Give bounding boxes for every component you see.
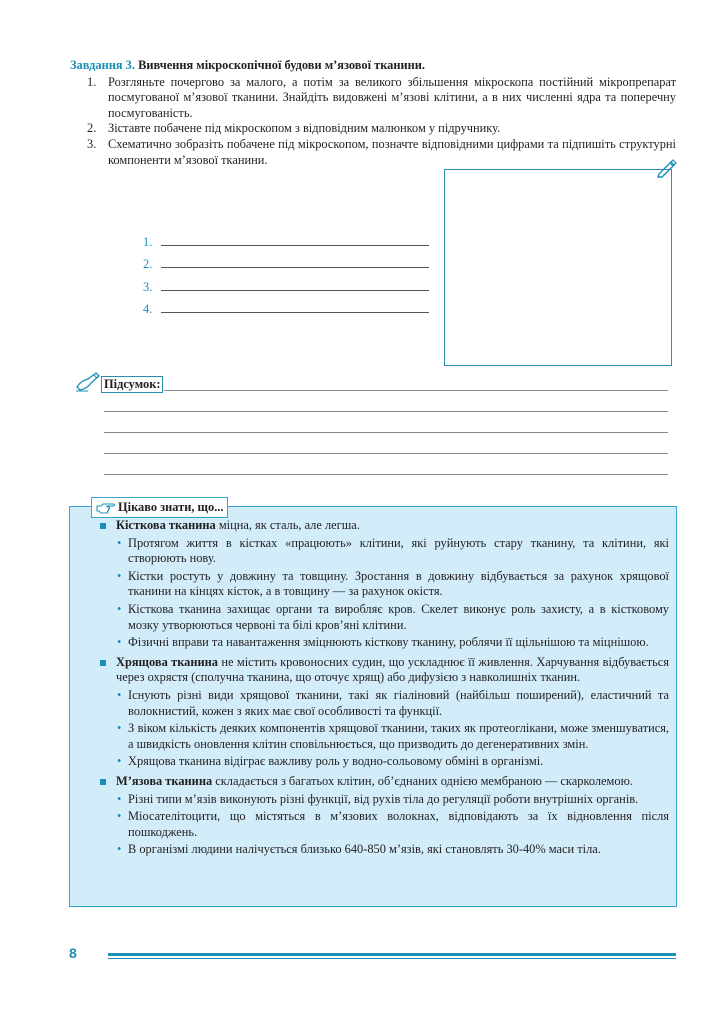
label-line[interactable]: [143, 254, 433, 276]
bullet-text: Кістки ростуть у довжину та товщину. Зростання в довжину відбувається за рахунок хрящової тканини на кінцях кісток, а в товщину — за рахунок окістя.: [128, 568, 669, 599]
label-line[interactable]: [143, 299, 433, 321]
step-number: 2.: [87, 121, 97, 136]
fact-topic: [92, 655, 669, 770]
bullet-text: Існують різні види хрящової тканини, такі як гіаліновий (найбільш поширений), еластичний та волокнистий, кожен з яких має свої особливості та функції.: [128, 687, 669, 718]
fact-bullet: • Міосателітоцити, що містяться в м’язових волокнах, відповідають за їх відновлення після пошкоджень.: [117, 809, 669, 839]
square-bullet: [100, 523, 106, 529]
page-number: 8: [69, 945, 77, 961]
facts-title: Цікаво знати, що...: [118, 500, 224, 514]
fact-bullet: • Протягом життя в кістках «працюють» клітини, які руйнують стару тканину, та клітини, які створюють нову.: [117, 535, 669, 566]
topic-term: Кісткова тканина: [116, 518, 216, 532]
pointing-hand-icon: [96, 502, 116, 514]
writing-hand-icon: [74, 370, 102, 392]
summary-line[interactable]: [104, 411, 668, 412]
fact-bullet: • Існують різні види хрящової тканини, такі як гіаліновий (найбільш поширений), еластичний та волокнистий, кожен з яких має свої особливості та функції.: [117, 687, 669, 718]
task-label: Завдання 3.: [70, 58, 135, 72]
topic-text: не містить кровоносних судин, що ускладнює її живлення. Харчування відбувається через охрястя (сполучна тканина, що оточує хрящ) або дифузією з навколишніх тканин.: [116, 654, 669, 685]
fact-bullets: [116, 688, 669, 770]
task-title: Вивчення мікроскопічної будови м’язової тканини.: [138, 58, 426, 72]
fact-bullet: • Фізичні вправи та навантаження зміцнюють кісткову тканину, роблячи її щільнішою та міцнішою.: [117, 635, 649, 650]
bullet-text: Міосателітоцити, що містяться в м’язових волокнах, відповідають за їх відновлення після пошкоджень.: [128, 809, 669, 839]
summary-line[interactable]: [104, 474, 668, 475]
fact-bullets: [116, 536, 669, 651]
drawing-area[interactable]: [444, 169, 672, 366]
footer-rule: [108, 958, 676, 959]
answer-rule: [161, 245, 429, 246]
square-bullet: [100, 660, 106, 666]
facts-body: [92, 518, 669, 862]
step-text: Зіставте побачене під мікроскопом з відповідним малюнком у підручнику.: [108, 121, 501, 136]
summary-line[interactable]: [104, 453, 668, 454]
summary-line[interactable]: [164, 390, 668, 391]
step-text: Розгляньте почергово за малого, а потім за великого збільшення мікроскопа постійний мікропрепарат посмугованої м’язової тканини. Знайдіть видовжені м’язові клітини, а в них численні ядра та поперечну посмугованість.: [108, 74, 676, 120]
task-block: [70, 58, 676, 168]
topic-term: М’язова тканина: [116, 773, 213, 788]
footer-rule: [108, 953, 676, 956]
bullet-text: Кісткова тканина захищає органи та виробляє кров. Скелет виконує роль захисту, а в кістковому мозку утворюються червоні та білі кров’яні клітини.: [128, 601, 669, 632]
bullet-text: В організмі людини налічується близько 640-850 м’язів, які становлять 30-40% маси тіла.: [128, 842, 601, 857]
fact-topic: [92, 774, 669, 858]
bullet-text: Хрящова тканина відіграє важливу роль у водно-сольовому обміні в організмі.: [128, 754, 544, 769]
fact-bullets: [116, 792, 669, 858]
task-step: [70, 137, 676, 168]
bullet-text: Протягом життя в кістках «працюють» клітини, які руйнують стару тканину, та клітини, які створюють нову.: [128, 535, 669, 566]
square-bullet: [100, 779, 106, 785]
step-text: Схематично зобразіть побачене під мікроскопом, позначте відповідними цифрами та підпишіть структурні компоненти м’язової тканини.: [108, 136, 676, 167]
task-steps: [70, 75, 676, 169]
label-number: 4.: [143, 301, 153, 316]
bullet-text: Різні типи м’язів виконують різні функції, від рухів тіла до регуляції роботи внутрішніх органів.: [128, 791, 639, 806]
label-number: 3.: [143, 279, 153, 294]
summary-label: Підсумок:: [101, 376, 163, 393]
fact-bullet: • Хрящова тканина відіграє важливу роль у водно-сольовому обміні в організмі.: [117, 754, 544, 769]
label-number: 1.: [143, 235, 153, 249]
fact-bullet: • В організмі людини налічується близько 640-850 м’язів, які становлять 30-40% маси тіла.: [117, 842, 601, 857]
pencil-icon: [655, 156, 677, 178]
step-number: 1.: [87, 74, 97, 89]
topic-text: складається з багатьох клітин, об’єднаних однією мембраною — скарколемою.: [212, 773, 633, 788]
bullet-text: Фізичні вправи та навантаження зміцнюють кісткову тканину, роблячи її щільнішою та міцнішою.: [128, 635, 649, 650]
label-line[interactable]: [143, 232, 433, 254]
facts-title-tab: [91, 497, 228, 518]
fact-bullet: • Кістки ростуть у довжину та товщину. Зростання в довжину відбувається за рахунок хрящової тканини на кінцях кісток, а в товщину — за рахунок окістя.: [117, 568, 669, 599]
fact-topic: [92, 518, 669, 651]
summary-line[interactable]: [104, 432, 668, 433]
step-number: 3.: [87, 136, 97, 151]
task-heading: [70, 58, 676, 74]
answer-rule: [161, 312, 429, 313]
task-step: [70, 121, 676, 137]
bullet-text: З віком кількість деяких компонентів хрящової тканини, таких як протеоглікани, може зменшуватися, а швидкість оновлення клітин сповільнюється, що призводить до дегенеративних змін.: [128, 721, 669, 751]
task-step: [70, 75, 676, 122]
label-number: 2.: [143, 257, 153, 272]
answer-rule: [161, 290, 429, 291]
fact-bullet: • Різні типи м’язів виконують різні функції, від рухів тіла до регуляції роботи внутрішніх органів.: [117, 791, 639, 806]
topic-text: міцна, як сталь, але легша.: [215, 518, 360, 532]
fact-bullet: • З віком кількість деяких компонентів хрящової тканини, таких як протеоглікани, може зменшуватися, а швидкість оновлення клітин сповільнюється, що призводить до дегенеративних змін.: [117, 721, 669, 751]
label-lines: [143, 232, 433, 321]
answer-rule: [161, 267, 429, 268]
label-line[interactable]: [143, 277, 433, 299]
topic-term: Хрящова тканина: [116, 654, 218, 669]
fact-bullet: • Кісткова тканина захищає органи та виробляє кров. Скелет виконує роль захисту, а в кістковому мозку утворюються червоні та білі кров’яні клітини.: [117, 601, 669, 632]
